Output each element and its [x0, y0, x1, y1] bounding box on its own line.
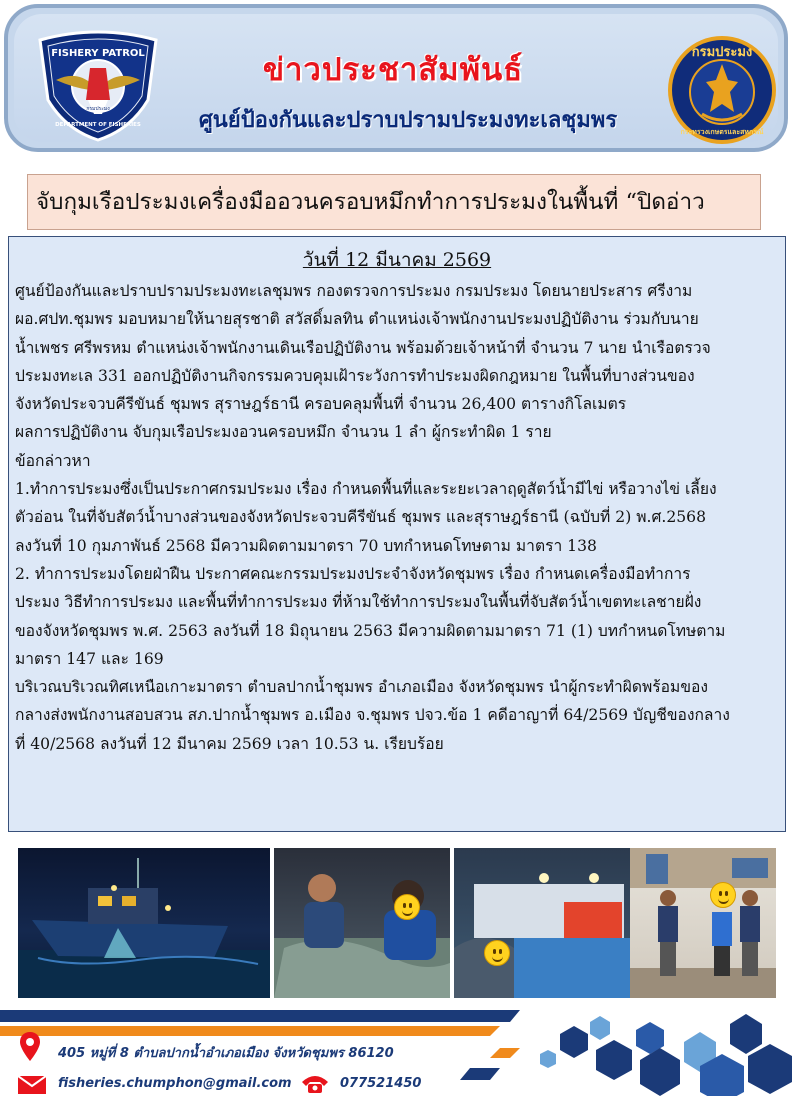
smiley-sticker	[484, 940, 510, 966]
boat-night-illustration	[18, 848, 270, 998]
boat-deck-illustration	[454, 848, 636, 998]
body-line: ผอ.ศปท.ชุมพร มอบหมายให้นายสุรชาติ สวัสดิ์มลทิน ตำแหน่งเจ้าพนักงานประมงปฏิบัติงาน ร่วมกับนาย	[15, 310, 699, 329]
body-line: มาตรา 147 และ 169	[15, 649, 164, 668]
body-line: น้ำเพชร ศรีพรหม ตำแหน่งเจ้าพนักงานเดินเรือปฏิบัติงาน พร้อมด้วยเจ้าหน้าที่ จำนวน 7 นาย นำเรือตรวจ	[15, 338, 711, 357]
officers-net-illustration	[274, 848, 450, 998]
department-of-fisheries-seal	[666, 34, 778, 146]
news-date: วันที่ 12 มีนาคม 2569	[302, 249, 492, 271]
body-line: ข้อกล่าวหา	[15, 451, 91, 470]
body-line: ประมงทะเล 331 ออกปฏิบัติงานกิจกรรมควบคุมเฝ้าระวังการทำประมงผิดกฎหมาย ในพื้นที่บางส่วนของ	[15, 366, 695, 385]
envelope-icon	[18, 1076, 46, 1094]
body-line: ของจังหวัดชุมพร พ.ศ. 2563 ลงวันที่ 18 มิถุนายน 2563 มีความผิดตามมาตรา 71 (1) บทกำหนดโทษตาม	[15, 621, 726, 640]
smiley-sticker	[394, 894, 420, 920]
footer-email[interactable]: fisheries.chumphon@gmail.com	[58, 1076, 292, 1091]
body-line: ตัวอ่อน ในที่จับสัตว์น้ำบางส่วนของจังหวัดประจวบคีรีขันธ์ ชุมพร และสุราษฎร์ธานี (ฉบับที่ 2) พ.ศ.2568	[15, 508, 707, 527]
photo-boat-deck	[454, 848, 636, 998]
photo-police-station	[630, 848, 776, 998]
body-line: ศูนย์ป้องกันและปราบปรามประมงทะเลชุมพร กองตรวจการประมง กรมประมง โดยนายประสาร ศรีงาม	[15, 282, 693, 300]
photo-boat-night	[18, 848, 270, 998]
body-line: บริเวณบริเวณทิศเหนือเกาะมาตรา ตำบลปากน้ำชุมพร อำเภอเมือง จังหวัดชุมพร นำผู้กระทำผิดพร้อมของ	[15, 678, 708, 697]
location-pin-icon	[20, 1032, 40, 1062]
logo-right-top-text: กรมประมง	[691, 45, 753, 60]
news-content-box	[8, 236, 786, 832]
smiley-sticker	[710, 882, 736, 908]
body-line: 1.ทำการประมงซึ่งเป็นประกาศกรมประมง เรื่อง กำหนดพื้นที่และระยะเวลาฤดูสัตว์น้ำมีไข่ หรือวางไข่ เลี้ยง	[15, 480, 717, 499]
body-line: จังหวัดประจวบคีรีขันธ์ ชุมพร สุราษฎร์ธานี ครอบคลุมพื้นที่ จำนวน 26,400 ตารางกิโลเมตร	[15, 395, 627, 414]
logo-left-top-text: FISHERY PATROL	[51, 48, 145, 59]
header-banner	[4, 4, 788, 152]
body-line: ลงวันที่ 10 กุมภาพันธ์ 2568 มีความผิดตามมาตรา 70 บทกำหนดโทษตาม มาตรา 138	[15, 536, 597, 555]
footer-phone[interactable]: 077521450	[340, 1076, 422, 1091]
body-line: 2. ทำการประมงโดยฝ่าฝืน ประกาศคณะกรรมประมงประจำจังหวัดชุมพร เรื่อง กำหนดเครื่องมือทำการ	[15, 564, 691, 583]
page-title: ข่าวประชาสัมพันธ์	[262, 52, 524, 88]
body-line: ประมง วิธีทำการประมง และพื้นที่ทำการประมง ที่ห้ามใช้ทำการประมงในพื้นที่จับสัตว์น้ำเขตทะเลชายฝั่ง	[15, 593, 702, 612]
body-line: กลางส่งพนักงานสอบสวน สภ.ปากน้ำชุมพร อ.เมือง จ.ชุมพร ปจว.ข้อ 1 คดีอาญาที่ 64/2569 บัญชีของกลาง	[15, 706, 730, 725]
logo-left-thai-text: กรมประมง	[86, 106, 110, 112]
news-body	[15, 277, 781, 758]
body-line: ผลการปฏิบัติงาน จับกุมเรือประมงอวนครอบหมึก จำนวน 1 ลำ ผู้กระทำผิด 1 ราย	[15, 423, 552, 442]
page-subtitle: ศูนย์ป้องกันและปราบปรามประมงทะเลชุมพร	[198, 108, 618, 133]
logo-left-bottom-text: DEPARTMENT OF FISHERIES	[55, 122, 141, 128]
logo-right-bottom-text: กระทรวงเกษตรและสหกรณ์	[680, 128, 764, 136]
police-station-illustration	[630, 848, 776, 998]
headline-bar: จับกุมเรือประมงเครื่องมืออวนครอบหมึกทำการประมงในพื้นที่ “ปิดอ่าว	[27, 174, 761, 230]
footer-address: 405 หมู่ที่ 8 ตำบลปากน้ำอำเภอเมือง จังหวัดชุมพร 86120	[58, 1046, 394, 1061]
photo-collage	[18, 848, 776, 998]
footer	[0, 1004, 794, 1096]
photo-officers-net	[274, 848, 450, 998]
fishery-patrol-logo	[30, 30, 166, 142]
body-line: ที่ 40/2568 ลงวันที่ 12 มีนาคม 2569 เวลา 10.53 น. เรียบร้อย	[15, 734, 444, 753]
telephone-icon	[300, 1074, 330, 1094]
